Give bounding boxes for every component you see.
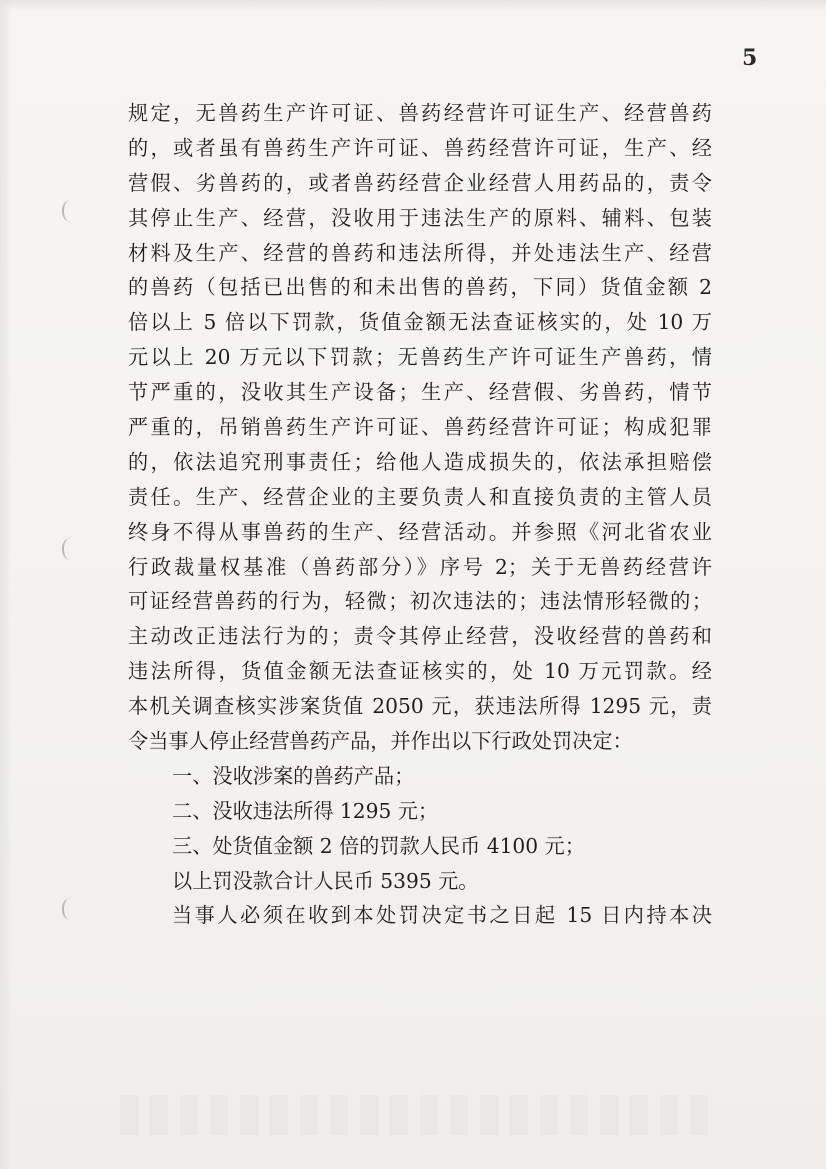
show-through-bleed [120, 1095, 720, 1135]
scan-edge-left [0, 0, 12, 1169]
paragraph-line: 元以上 20 万元以下罚款；无兽药生产许可证生产兽药，情 [128, 345, 712, 370]
paragraph-line: 倍以上 5 倍以下罚款，货值金额无法查证核实的，处 10 万 [128, 310, 712, 335]
document-body [128, 96, 712, 933]
paragraph-line: 本机关调查核实涉案货值 2050 元，获违法所得 1295 元，责 [128, 694, 712, 719]
paragraph-line: 材料及生产、经营的兽药和违法所得，并处违法生产、经营 [128, 240, 712, 265]
decision-item-fine: 三、处货值金额 2 倍的罚款人民币 4100 元； [172, 833, 585, 858]
paragraph-line: 营假、劣兽药的，或者兽药经营企业经营人用药品的，责令 [128, 170, 712, 195]
page-number: 5 [742, 45, 758, 71]
paragraph-line: 终身不得从事兽药的生产、经营活动。并参照《河北省农业 [128, 519, 712, 544]
decision-total: 以上罚没款合计人民币 5395 元。 [172, 868, 479, 893]
paragraph-line: 规定，无兽药生产许可证、兽药经营许可证生产、经营兽药 [128, 101, 712, 125]
paragraph-line: 行政裁量权基准（兽药部分）》序号 2；关于无兽药经营许 [128, 554, 712, 579]
paragraph-line: 违法所得，货值金额无法查证核实的，处 10 万元罚款。经 [128, 659, 712, 684]
decision-item-confiscate-income: 二、没收违法所得 1295 元； [172, 798, 439, 823]
paragraph-line: 令当事人停止经营兽药产品，并作出以下行政处罚决定： [128, 729, 633, 754]
punch-hole-mark [62, 200, 78, 222]
decision-item-confiscate-products: 一、没收涉案的兽药产品； [172, 763, 415, 788]
punch-hole-mark [62, 538, 78, 560]
paragraph-line: 的，或者虽有兽药生产许可证、兽药经营许可证，生产、经 [128, 135, 712, 160]
punch-hole-mark [62, 898, 78, 920]
closing-line: 当事人必须在收到本处罚决定书之日起 15 日内持本决 [172, 903, 712, 928]
scan-edge-top [0, 0, 826, 10]
paragraph-line: 主动改正违法行为的；责令其停止经营，没收经营的兽药和 [128, 624, 712, 649]
paragraph-line: 责任。生产、经营企业的主要负责人和直接负责的主管人员 [128, 484, 712, 509]
paragraph-line: 可证经营兽药的行为，轻微；初次违法的；违法情形轻微的； [128, 589, 712, 614]
paragraph-line: 的兽药（包括已出售的和未出售的兽药，下同）货值金额 2 [128, 275, 712, 300]
paragraph-line: 其停止生产、经营，没收用于违法生产的原料、辅料、包装 [128, 205, 712, 230]
paragraph-line: 的，依法追究刑事责任；给他人造成损失的，依法承担赔偿 [128, 449, 712, 474]
paragraph-line: 严重的，吊销兽药生产许可证、兽药经营许可证；构成犯罪 [128, 415, 712, 440]
paragraph-line: 节严重的，没收其生产设备；生产、经营假、劣兽药，情节 [128, 380, 712, 405]
